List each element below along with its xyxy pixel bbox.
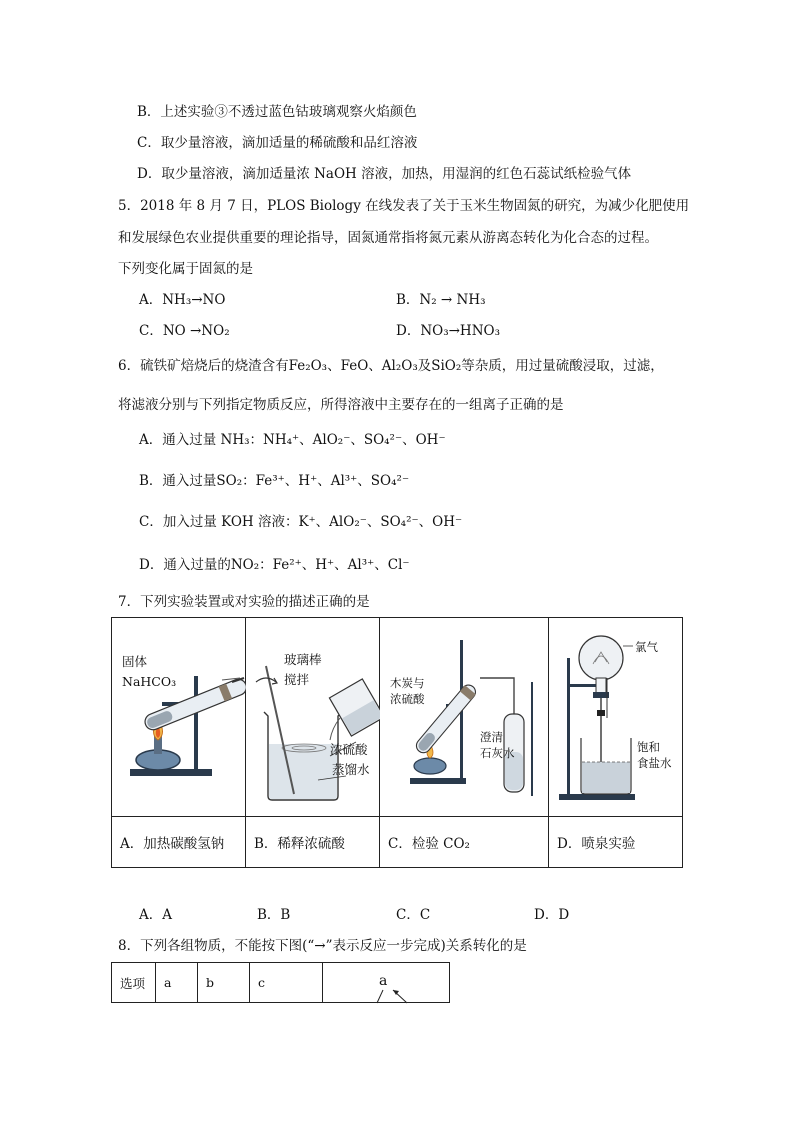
q7-stem: 7．下列实验装置或对实验的描述正确的是 xyxy=(118,594,370,610)
q4-option-d: D．取少量溶液，滴加适量浓 NaOH 溶液，加热，用湿润的红色石蕊试纸检验气体 xyxy=(137,166,632,182)
label-conc-acid: 浓硫酸 xyxy=(390,692,425,706)
caption-a: A．加热碳酸氢钠 xyxy=(112,817,246,868)
q5-option-c: C．NO →NO₂ xyxy=(139,323,230,339)
caption-d: D．喷泉实验 xyxy=(549,817,683,868)
q4-option-c: C．取少量溶液，滴加适量的稀硫酸和品红溶液 xyxy=(137,135,418,151)
transformation-diagram-cell xyxy=(323,963,450,1003)
q6-stem-line2: 将滤液分别与下列指定物质反应，所得溶液中主要存在的一组离子正确的是 xyxy=(118,397,564,413)
label-limewater: 石灰水 xyxy=(480,746,515,760)
q5-stem-line1: 5．2018 年 8 月 7 日，PLOS Biology 在线发表了关于玉米生物固氮的研究，为减少化肥使用 xyxy=(118,198,690,214)
figure-d-cell xyxy=(549,618,683,817)
q6-stem-line1: 6．硫铁矿焙烧后的烧渣含有Fe₂O₃、FeO、Al₂O₃及SiO₂等杂质，用过量硫酸浸取，过滤， xyxy=(118,358,664,374)
q5-option-a: A．NH₃→NO xyxy=(139,292,226,308)
figure-b-cell xyxy=(246,618,380,817)
diagram-arrows xyxy=(323,963,450,1004)
figure-a-cell xyxy=(112,618,246,817)
q5-stem-line3: 下列变化属于固氮的是 xyxy=(118,261,253,277)
label-nahco3: NaHCO₃ xyxy=(122,674,177,689)
dilution-illustration xyxy=(246,618,380,816)
label-chlorine: 氯气 xyxy=(635,640,658,654)
label-conc-sulfuric-acid: 浓硫酸 xyxy=(330,742,368,757)
header-a: a xyxy=(156,963,198,1003)
q8-options-table xyxy=(111,962,450,1003)
q8-stem: 8．下列各组物质，不能按下图(“→”表示反应一步完成)关系转化的是 xyxy=(118,938,527,954)
q6-option-a: A．通入过量 NH₃：NH₄⁺、AlO₂⁻、SO₄²⁻、OH⁻ xyxy=(139,432,446,448)
q7-answer-c: C．C xyxy=(396,907,431,923)
label-clear: 澄清 xyxy=(480,730,503,744)
q5-stem-line2: 和发展绿色农业提供重要的理论指导，固氮通常指将氮元素从游离态转化为化合态的过程。 xyxy=(118,230,658,246)
q6-option-b: B．通入过量SO₂：Fe³⁺、H⁺、Al³⁺、SO₄²⁻ xyxy=(139,473,410,489)
label-brine: 食盐水 xyxy=(637,756,672,770)
q6-option-d: D．通入过量的NO₂：Fe²⁺、H⁺、Al³⁺、Cl⁻ xyxy=(139,557,410,573)
q7-answer-b: B．B xyxy=(257,907,291,923)
q5-option-d: D．NO₃→HNO₃ xyxy=(396,323,500,339)
label-charcoal-and: 木炭与 xyxy=(390,676,425,690)
q4-option-b: B．上述实验③不透过蓝色钴玻璃观察火焰颜色 xyxy=(137,104,417,120)
caption-b: B．稀释浓硫酸 xyxy=(246,817,380,868)
label-saturated: 饱和 xyxy=(637,740,660,754)
fountain-experiment-illustration xyxy=(549,618,683,816)
caption-c: C．检验 CO₂ xyxy=(380,817,549,868)
header-c: c xyxy=(250,963,323,1003)
label-distilled-water: 蒸馏水 xyxy=(332,762,370,777)
label-glass-rod: 玻璃棒 xyxy=(284,652,322,667)
q5-option-b: B．N₂ → NH₃ xyxy=(396,292,486,308)
heating-apparatus-illustration xyxy=(112,618,246,816)
header-b: b xyxy=(198,963,250,1003)
q7-answer-a: A．A xyxy=(139,907,172,923)
header-option: 选项 xyxy=(112,963,156,1003)
label-stir: 搅拌 xyxy=(284,672,310,687)
figure-c-cell xyxy=(380,618,549,817)
q6-option-c: C．加入过量 KOH 溶液：K⁺、AlO₂⁻、SO₄²⁻、OH⁻ xyxy=(139,514,463,530)
q7-answer-d: D．D xyxy=(534,907,570,923)
q7-apparatus-table xyxy=(111,617,683,868)
co2-test-illustration xyxy=(380,618,549,816)
label-solid: 固体 xyxy=(122,654,148,669)
diagram-node-a: a xyxy=(379,973,388,989)
